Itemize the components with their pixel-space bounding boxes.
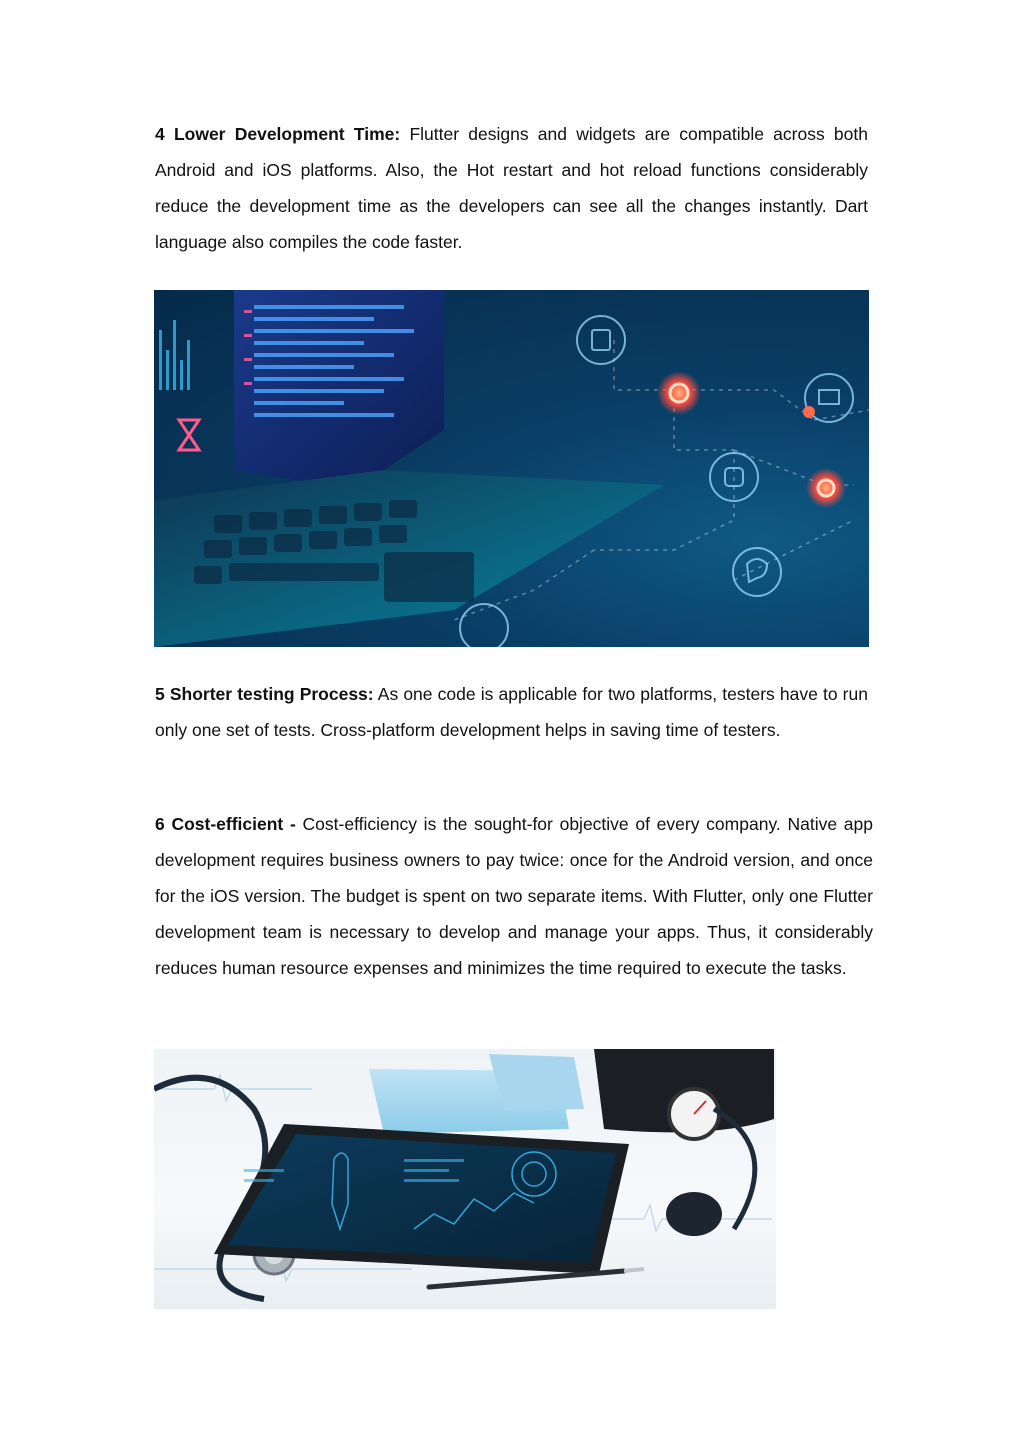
section-heading: 4 Lower Development Time: — [155, 124, 401, 144]
section-cost-efficient — [155, 806, 873, 986]
medical-tablet-photo — [154, 1049, 776, 1309]
section-heading: 5 Shorter testing Process: — [155, 684, 374, 704]
section-body: As one code is applicable for two platforms, testers have to run only one set of tests. Cross-platform development helps in saving time of testers. — [155, 684, 868, 740]
section-body: Cost-efficiency is the sought-for objective of every company. Native app development requires business owners to pay twice: once for the Android version, and once for the iOS version. The budget is spent on two separate items. With Flutter, only one Flutter development team is necessary to develop and manage your apps. Thus, it considerably reduces human resource expenses and minimizes the time required to execute the tasks. — [155, 814, 873, 978]
section-lower-development-time — [155, 116, 868, 260]
section-shorter-testing-process — [155, 676, 868, 748]
section-body: Flutter designs and widgets are compatible across both Android and iOS platforms. Also, the Hot restart and hot reload functions considerably reduce the development time as the developers can see all the changes instantly. Dart language also compiles the code faster. — [155, 124, 868, 252]
section-heading: 6 Cost-efficient - — [155, 814, 296, 834]
laptop-code-illustration — [154, 290, 869, 647]
